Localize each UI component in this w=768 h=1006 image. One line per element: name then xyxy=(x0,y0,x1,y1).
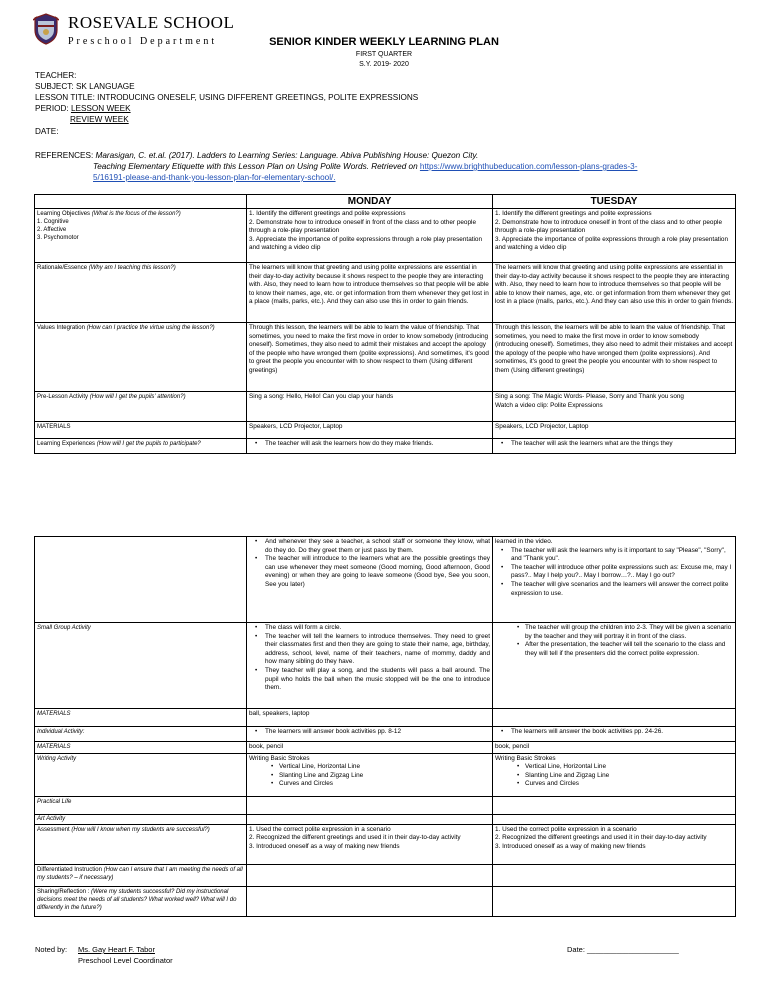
reference-2: Teaching Elementary Etiquette with this Lesson Plan on Using Polite Words. Retrieved on xyxy=(93,162,418,171)
noted-by-label: Noted by: xyxy=(35,945,68,954)
subject-line: SUBJECT: SK LANGUAGE xyxy=(35,82,135,91)
small-group-tuesday: • The teacher will group the children into 2-3. They will be given a scenario by the teacher and they will portray it in front of the class. • After the presentation, the teacher will tell the scenario to the class and they will tell if the presenters did the correct polite expression. xyxy=(493,623,736,709)
col-tuesday: TUESDAY xyxy=(493,195,736,209)
school-department: Preschool Department xyxy=(68,36,218,47)
small-group-monday: • The class will form a circle. • The teacher will tell the learners to introduce themselves. They need to greet their classmates first and then they are going to state their name, age, birthday, address, school, level, name of their teachers, name of mommy, daddy and how many sibling do they have. • They teacher will play a song, and the students will pass a ball around. The pupil who holds the ball when the music stopped will be the one to introduce them. xyxy=(247,623,493,709)
lesson-title-line: LESSON TITLE: INTRODUCING ONESELF, USING DIFFERENT GREETINGS, POLITE EXPRESSIONS xyxy=(35,93,419,102)
document-title: SENIOR KINDER WEEKLY LEARNING PLAN xyxy=(269,36,499,48)
writing-label: Writing Activity xyxy=(35,753,247,796)
reference-link-cont[interactable]: 5/16191-please-and-thank-you-lesson-plan-for-elementary-school/. xyxy=(93,173,336,182)
experiences-monday: • The teacher will ask the learners how do they make friends. xyxy=(247,439,493,454)
period-label: PERIOD: xyxy=(35,104,69,113)
values-monday: Through this lesson, the learners will be able to learn the value of friendship. That sometimes, you need to make the first move in order to know somebody (introducing oneself). Sometimes, they also need to admit their mistakes and accept the apology of the people who have wronged them (polite expressions). And sometimes, it's good to greet the people you encounter with to show respect to them (Using different greetings) xyxy=(247,323,493,392)
references xyxy=(35,151,735,161)
materials-monday-3: book, pencil xyxy=(247,742,493,754)
materials-tuesday-2 xyxy=(493,709,736,727)
materials-label: MATERIALS xyxy=(35,422,247,439)
school-year: S.Y. 2019- 2020 xyxy=(359,61,409,68)
reference-2-line xyxy=(93,162,743,172)
small-group-label: Small Group Activity xyxy=(35,623,247,709)
col-monday: MONDAY xyxy=(247,195,493,209)
art-activity-tuesday xyxy=(493,814,736,824)
objectives-monday: 1. Identify the different greetings and polite expressions 2. Demonstrate how to introduce oneself in front of the class and to other people through a role-play presentation 3. Appreciate the importance of polite expressions through a role play presentation and watching a video clip xyxy=(247,209,493,263)
sharing-tuesday xyxy=(493,886,736,916)
individual-tuesday: • The learners will answer the book activities pp. 24-26. xyxy=(493,727,736,742)
experiences-tuesday: • The teacher will ask the learners what are the things they xyxy=(493,439,736,454)
plan-table-1 xyxy=(34,194,736,454)
experiences-label: Learning Experiences (How will I get the pupils to participate? xyxy=(35,439,247,454)
practical-life-tuesday xyxy=(493,796,736,814)
plan-table-2 xyxy=(34,536,736,917)
experiences-cont-monday: • And whenever they see a teacher, a school staff or someone they know, what do they do. Do they greet them or just pass by them. • The teacher will introduce to the learners what are the possible greetings they can use whenever they meet someone (Good morning, Good afternoon, Good evening) or when they are going to leave someone (Good bye, See you soon, See you later) xyxy=(247,537,493,623)
individual-label: Individual Activity: xyxy=(35,727,247,742)
objectives-label: Learning Objectives (What is the focus of the lesson?) 1. Cognitive 2. Affective 3. Psychomotor xyxy=(35,209,247,263)
references-label: REFERENCES: xyxy=(35,151,94,160)
prelesson-label: Pre-Lesson Activity (How will I get the pupils' attention?) xyxy=(35,392,247,422)
period-review-week: REVIEW WEEK xyxy=(70,115,129,124)
practical-life-monday xyxy=(247,796,493,814)
prelesson-tuesday: Sing a song: The Magic Words- Please, Sorry and Thank you song Watch a video clip: Polite Expressions xyxy=(493,392,736,422)
objectives-tuesday: 1. Identify the different greetings and polite expressions 2. Demonstrate how to introduce oneself in front of the class and to other people through a role-play presentation 3. Appreciate the importance of polite expressions through a role play presentation and watching a video clip xyxy=(493,209,736,263)
sharing-label: Sharing/Reflection : (Were my students successful? Did my instructional decisions meet the needs of all students? What worked well? What will I do differently in the future?) xyxy=(35,886,247,916)
rationale-tuesday: The learners will know that greeting and using polite expressions are essential in their day-to-day activity because it shows respect to the people they are interacting with. Also, they need to learn how to introduce themselves so that people will be able to know their names, age, etc. or get information from them whenever they get lost in a place (malls, parks, etc.). And they can also use this in order to gain friends. xyxy=(493,263,736,323)
values-label: Values Integration (How can I practice the virtue using the lesson?) xyxy=(35,323,247,392)
coordinator-name: Ms. Gay Heart F. Tabor xyxy=(78,945,155,954)
date-signature-line: Date: ______________________ xyxy=(567,945,679,954)
art-activity-monday xyxy=(247,814,493,824)
assessment-label: Assessment (How will I know when my students are successful?) xyxy=(35,824,247,864)
practical-life-label: Practical Life xyxy=(35,796,247,814)
reference-link[interactable]: https://www.brighthubeducation.com/lesson-plans-grades-3- xyxy=(419,162,638,171)
reference-1: Marasigan, C. et.al. (2017). Ladders to Learning Series: Language. Abiva Publishing House: Quezon City. xyxy=(95,151,479,160)
quarter: FIRST QUARTER xyxy=(355,51,413,58)
experiences-cont-label xyxy=(35,537,247,623)
experiences-cont-tuesday: learned in the video. • The teacher will ask the learners why is it important to say "Please", "Sorry", and "Thank you". • The teacher will introduce other polite expressions such as: Excuse me, may I pass?.. May I help you?.. May I borrow…?.. May I go out? • The teacher will give scenarios and the learners will answer the correct polite expression to use. xyxy=(493,537,736,623)
materials-label-2: MATERIALS xyxy=(35,709,247,727)
teacher-line: TEACHER: xyxy=(35,71,77,80)
differentiated-monday xyxy=(247,864,493,886)
period-lesson-week: LESSON WEEK xyxy=(70,104,131,113)
objective-item: 2. Affective xyxy=(37,227,67,233)
rationale-monday: The learners will know that greeting and using polite expressions are essential in their day-to-day activity because it shows respect to the people they are interacting with. Also, they need to learn how to introduce themselves so that people will be able to know their names, age, etc. or get information from them whenever they get lost in a place (malls, parks, etc.). And they can also use this in order to gain friends. xyxy=(247,263,493,323)
period-line xyxy=(35,104,131,114)
materials-tuesday: Speakers, LCD Projector, Laptop xyxy=(493,422,736,439)
individual-monday: • The learners will answer book activities pp. 8-12 xyxy=(247,727,493,742)
rationale-label: Rationale/Essence (Why am I teaching this lesson?) xyxy=(35,263,247,323)
writing-monday: Writing Basic Strokes • Vertical Line, Horizontal Line • Slanting Line and Zigzag Line • Curves and Circles xyxy=(247,753,493,796)
prelesson-monday: Sing a song: Hello, Hello! Can you clap your hands xyxy=(247,392,493,422)
writing-tuesday: Writing Basic Strokes • Vertical Line, Horizontal Line • Slanting Line and Zigzag Line • Curves and Circles xyxy=(493,753,736,796)
objective-item: 3. Psychomotor xyxy=(37,235,79,241)
materials-label-3: MATERIALS xyxy=(35,742,247,754)
art-activity-label: Art Activity xyxy=(35,814,247,824)
objective-item: 1. Cognitive xyxy=(37,219,69,225)
date-line: DATE: xyxy=(35,127,59,136)
values-tuesday: Through this lesson, the learners will be able to learn the value of friendship. That sometimes, you need to make the first move in order to know somebody (introducing oneself). Sometimes, they also need to admit their mistakes and accept the apology of the people who have wronged them (polite expressions). And sometimes, it's good to greet the people you encounter with to show respect to them (Using different greetings) xyxy=(493,323,736,392)
materials-tuesday-3: book, pencil xyxy=(493,742,736,754)
materials-monday-2: ball, speakers, laptop xyxy=(247,709,493,727)
materials-monday: Speakers, LCD Projector, Laptop xyxy=(247,422,493,439)
coordinator-title: Preschool Level Coordinator xyxy=(78,956,173,965)
assessment-monday: 1. Used the correct polite expression in a scenario 2. Recognized the different greetings and used it in their day-to-day activity 3. Introduced oneself as a way of making new friends xyxy=(247,824,493,864)
corner-cell xyxy=(35,195,247,209)
differentiated-tuesday xyxy=(493,864,736,886)
assessment-tuesday: 1. Used the correct polite expression in a scenario 2. Recognized the different greetings and used it in their day-to-day activity 3. Introduced oneself as a way of making new friends xyxy=(493,824,736,864)
sharing-monday xyxy=(247,886,493,916)
differentiated-label: Differentiated Instruction (How can I ensure that I am meeting the needs of all my students? – if necessary) xyxy=(35,864,247,886)
school-name: ROSEVALE SCHOOL xyxy=(68,13,235,32)
